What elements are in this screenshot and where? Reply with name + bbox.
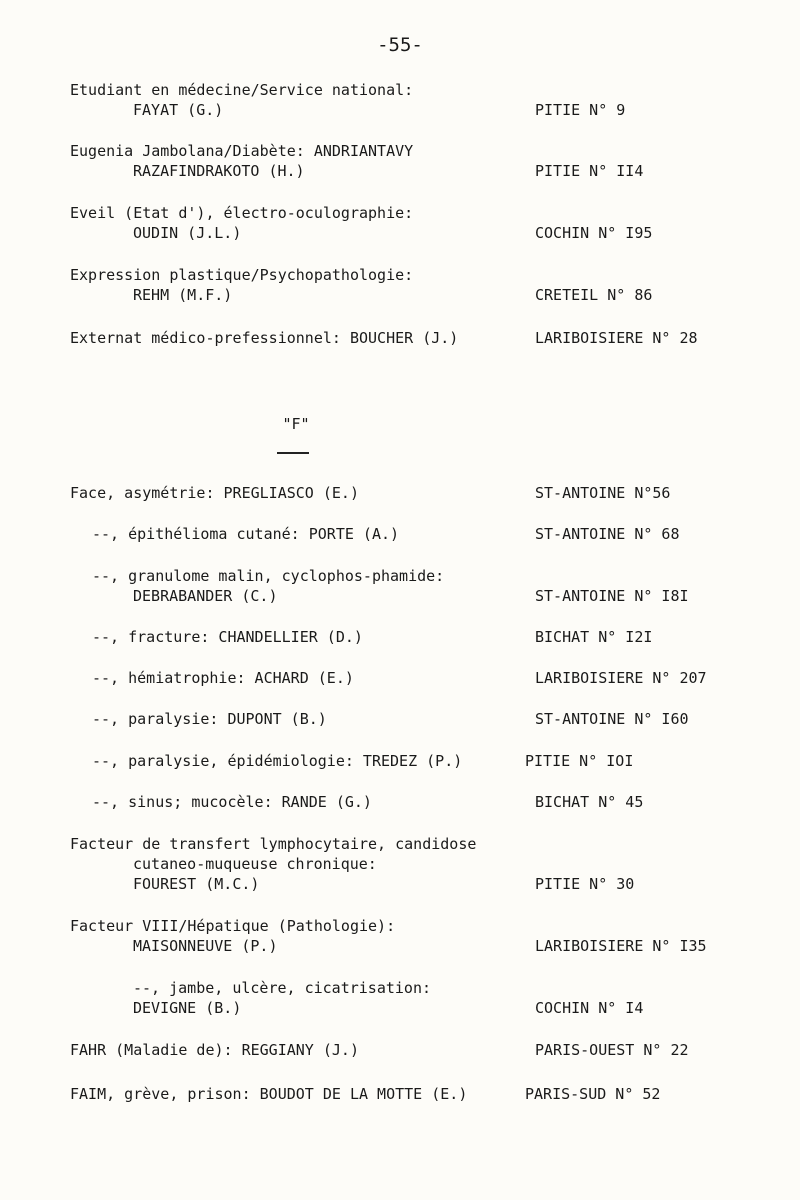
entry-heading: FAHR (Maladie de): REGGIANY (J.) (70, 1041, 359, 1059)
entry-line (0, 1084, 800, 1104)
entry-heading: --, sinus; mucocèle: RANDE (G.) (92, 793, 372, 811)
entry-reference: ST-ANTOINE N° I60 (535, 710, 689, 728)
entry-heading: Etudiant en médecine/Service national: (70, 81, 414, 99)
entry-author: REHM (M.F.) (133, 286, 233, 304)
index-entry (0, 203, 800, 243)
entry-author-line (0, 874, 800, 894)
page-number: -55- (377, 34, 423, 56)
entry-line (0, 792, 800, 812)
index-entry (0, 566, 800, 606)
entry-author-line (0, 936, 800, 956)
index-entry (0, 627, 800, 647)
section-underline (277, 452, 309, 454)
entry-heading: Face, asymétrie: PREGLIASCO (E.) (70, 484, 359, 502)
entry-reference: COCHIN N° I95 (535, 224, 653, 242)
index-entry (0, 1040, 800, 1060)
index-entry (0, 978, 800, 1018)
entry-reference: LARIBOISIERE N° 28 (535, 329, 698, 347)
entry-reference: CRETEIL N° 86 (535, 286, 653, 304)
entry-heading: --, hémiatrophie: ACHARD (E.) (92, 669, 354, 687)
entry-reference: COCHIN N° I4 (535, 999, 644, 1017)
entry-line (0, 751, 800, 771)
entry-line (0, 1040, 800, 1060)
entry-author: DEVIGNE (B.) (133, 999, 242, 1017)
entry-reference: BICHAT N° I2I (535, 628, 653, 646)
entry-heading: --, paralysie: DUPONT (B.) (92, 710, 327, 728)
index-entry (0, 834, 800, 894)
entry-author-line (0, 223, 800, 243)
entry-heading: --, jambe, ulcère, cicatrisation: (133, 979, 432, 997)
entry-reference: LARIBOISIERE N° I35 (535, 937, 707, 955)
index-entry (0, 916, 800, 956)
entry-line (0, 524, 800, 544)
entry-reference: ST-ANTOINE N° I8I (535, 587, 689, 605)
entry-reference: PITIE N° 30 (535, 875, 635, 893)
entry-line (0, 328, 800, 348)
index-entry (0, 265, 800, 305)
entry-author: FOUREST (M.C.) (133, 875, 260, 893)
entry-heading: Facteur de transfert lymphocytaire, candidose (70, 835, 477, 853)
entry-reference: PITIE N° 9 (535, 101, 626, 119)
index-entry (0, 80, 800, 120)
index-entry (0, 709, 800, 729)
entry-line (0, 627, 800, 647)
index-entry (0, 751, 800, 771)
entry-heading: FAIM, grève, prison: BOUDOT DE LA MOTTE (E.) (70, 1085, 468, 1103)
entry-line (0, 483, 800, 503)
index-entry (0, 792, 800, 812)
entry-line (0, 709, 800, 729)
entry-reference: PITIE N° IOI (525, 752, 634, 770)
entry-reference: LARIBOISIERE N° 207 (535, 669, 707, 687)
entry-heading: Eugenia Jambolana/Diabète: ANDRIANTAVY (70, 142, 414, 160)
entry-author-line (0, 161, 800, 181)
index-entry (0, 141, 800, 181)
entry-reference: PARIS-OUEST N° 22 (535, 1041, 689, 1059)
entry-author-line (0, 586, 800, 606)
entry-heading: --, fracture: CHANDELLIER (D.) (92, 628, 363, 646)
entry-reference: ST-ANTOINE N° 68 (535, 525, 680, 543)
entry-author: OUDIN (J.L.) (133, 224, 242, 242)
entry-line (0, 668, 800, 688)
entry-heading: --, granulome malin, cyclophos-phamide: (92, 567, 445, 585)
entry-heading: --, épithélioma cutané: PORTE (A.) (92, 525, 400, 543)
entry-author: RAZAFINDRAKOTO (H.) (133, 162, 305, 180)
section-letter: "F" (282, 415, 310, 433)
index-entry (0, 524, 800, 544)
entry-author-line (0, 998, 800, 1018)
entry-heading: Externat médico-prefessionnel: BOUCHER (J.) (70, 329, 459, 347)
entry-reference: BICHAT N° 45 (535, 793, 644, 811)
entry-reference: PARIS-SUD N° 52 (525, 1085, 661, 1103)
entry-heading: --, paralysie, épidémiologie: TREDEZ (P.) (92, 752, 463, 770)
entry-author: MAISONNEUVE (P.) (133, 937, 278, 955)
index-entry (0, 668, 800, 688)
entry-author-line (0, 100, 800, 120)
index-entry (0, 1084, 800, 1104)
entry-reference: ST-ANTOINE N°56 (535, 484, 671, 502)
entry-reference: PITIE N° II4 (535, 162, 644, 180)
entry-heading-continued: cutaneo-muqueuse chronique: (133, 855, 377, 873)
entry-author-line (0, 285, 800, 305)
index-entry (0, 328, 800, 348)
entry-heading: Expression plastique/Psychopathologie: (70, 266, 414, 284)
entry-heading: Facteur VIII/Hépatique (Pathologie): (70, 917, 396, 935)
entry-author: DEBRABANDER (C.) (133, 587, 278, 605)
entry-heading: Eveil (Etat d'), électro-oculographie: (70, 204, 414, 222)
index-entry (0, 483, 800, 503)
entry-author: FAYAT (G.) (133, 101, 224, 119)
